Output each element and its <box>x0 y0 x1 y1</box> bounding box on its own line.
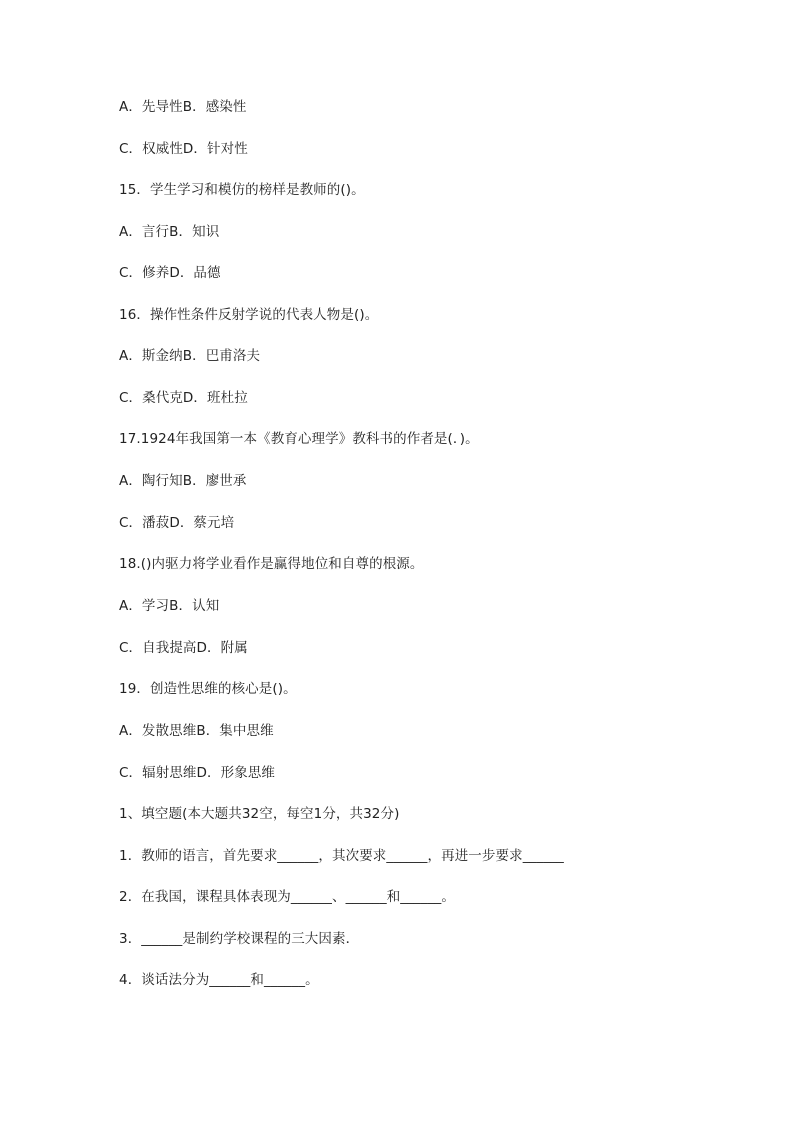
fill-item: 4．谈话法分为______和______。 <box>119 972 319 988</box>
q19-question: 19．创造性思维的核心是()。 <box>119 681 297 697</box>
q16-question: 16．操作性条件反射学说的代表人物是()。 <box>119 307 379 323</box>
q14-options-line-2: C．权威性D．针对性 <box>119 141 248 157</box>
q19-options-line-2: C．辐射思维D．形象思维 <box>119 765 276 781</box>
q18-options-line-2: C．自我提高D．附属 <box>119 640 248 656</box>
q17-options-line-2: C．潘菽D．蔡元培 <box>119 515 235 531</box>
q16-options-line-2: C．桑代克D．班杜拉 <box>119 390 248 406</box>
q18-question: 18.()内驱力将学业看作是赢得地位和自尊的根源。 <box>119 556 424 572</box>
q19-options-line-1: A．发散思维B．集中思维 <box>119 723 274 739</box>
q17-options-line-1: A．陶行知B．廖世承 <box>119 473 247 489</box>
q15-question: 15．学生学习和模仿的榜样是教师的()。 <box>119 182 365 198</box>
fill-item: 2．在我国，课程具体表现为______、______和______。 <box>119 889 455 905</box>
q17-question: 17.1924年我国第一本《教育心理学》教科书的作者是(．)。 <box>119 431 479 447</box>
q16-options-line-1: A．斯金纳B．巴甫洛夫 <box>119 348 261 364</box>
q14-options-line-1: A．先导性B．感染性 <box>119 99 247 115</box>
fill-item: 3．______是制约学校课程的三大因素． <box>119 931 360 947</box>
q15-options-line-1: A．言行B．知识 <box>119 224 220 240</box>
fill-section-heading: 1、填空题(本大题共32空，每空1分，共32分) <box>119 806 400 822</box>
q15-options-line-2: C．修养D．品德 <box>119 265 221 281</box>
fill-item: 1．教师的语言，首先要求______，其次要求______，再进一步要求______ <box>119 848 564 864</box>
q18-options-line-1: A．学习B．认知 <box>119 598 220 614</box>
